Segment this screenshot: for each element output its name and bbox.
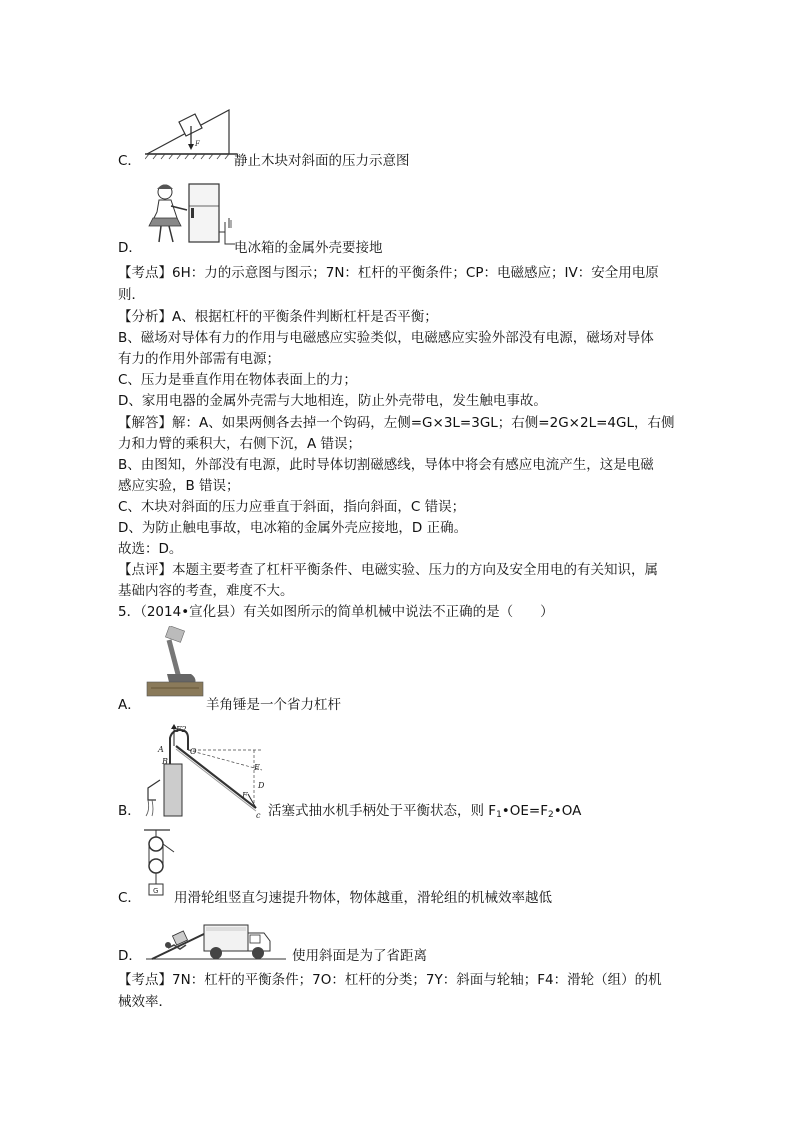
label-d: D [258, 781, 265, 790]
label-f2: F2 [176, 725, 187, 734]
claw-hammer-figure [145, 626, 205, 698]
pulley-weight-label: G [153, 887, 159, 895]
option-d2-letter: D． [118, 948, 142, 964]
option-c1-letter: C． [118, 153, 141, 169]
label-f: F [242, 791, 248, 800]
option-d1-letter: D． [118, 240, 142, 256]
option-b-sub2: 2 [548, 810, 554, 820]
label-o: O [190, 747, 197, 756]
kaodian-line-2: 则． [118, 287, 145, 303]
fenxi-line-2: B、磁场对导体有力的作用与电磁感应实验类似，电磁感应实验外部没有电源，磁场对导体 [118, 330, 654, 346]
fridge-grounding-figure [145, 182, 237, 248]
question-5-stem: 5．（2014•宣化县）有关如图所示的简单机械中说法不正确的是（ ） [118, 604, 554, 620]
kaodian-end-line-2: 械效率． [118, 994, 172, 1010]
option-a-letter: A． [118, 697, 141, 713]
incline-block-figure [145, 104, 237, 160]
kaodian-end-line-1: 【考点】7N：杠杆的平衡条件；7O：杠杆的分类；7Y：斜面与轮轴；F4：滑轮（组）的机 [118, 972, 662, 988]
truck-ramp-figure [146, 905, 286, 963]
option-b-text-post: •OA [553, 803, 582, 819]
fenxi-line-4: C、压力是垂直作用在物体表面上的力； [118, 372, 357, 388]
jieda-line-6: D、为防止触电事故，电冰箱的金属外壳应接地，D 正确。 [118, 520, 468, 536]
kaodian-line-1: 【考点】6H：力的示意图与图示；7N：杠杆的平衡条件；CP：电磁感应；IV：安全用电原 [118, 265, 659, 281]
option-a-text: 羊角锤是一个省力杠杆 [206, 697, 341, 713]
option-d1-text: 电冰箱的金属外壳要接地 [234, 240, 383, 256]
fenxi-line-5: D、家用电器的金属外壳需与大地相连，防止外壳带电，发生触电事故。 [118, 393, 547, 409]
jieda-line-3: B、由图知，外部没有电源，此时导体切割磁感线，导体中将会有感应电流产生，这是电磁 [118, 457, 654, 473]
jieda-line-5: C、木块对斜面的压力应垂直于斜面，指向斜面，C 错误； [118, 499, 466, 515]
option-b-text-pre: 活塞式抽水机手柄处于平衡状态，则 F [268, 803, 497, 819]
piston-pump-figure [144, 724, 268, 820]
option-b-text [268, 801, 581, 825]
label-a: A [158, 745, 164, 754]
force-f-label: F [195, 140, 200, 148]
dianping-line-2: 基础内容的考查，难度不大。 [118, 583, 294, 599]
option-b-letter: B． [118, 803, 141, 819]
option-c1-text: 静止木块对斜面的压力示意图 [234, 153, 410, 169]
fenxi-line-3: 有力的作用外部需有电源； [118, 351, 280, 367]
option-b-text-mid: •OE=F [501, 803, 548, 819]
jieda-line-2: 力和力臂的乘积大，右侧下沉，A 错误； [118, 436, 362, 452]
option-d2-text: 使用斜面是为了省距离 [292, 948, 427, 964]
fenxi-line-1: 【分析】A、根据杠杆的平衡条件判断杠杆是否平衡； [118, 309, 438, 325]
label-e: E [254, 763, 260, 772]
option-b-sub1: 1 [496, 810, 502, 820]
jieda-line-1: 【解答】解：A、如果两侧各去掉一个钩码，左侧=G×3L=3GL；右侧=2G×2L=4GL，右侧 [118, 415, 675, 431]
dianping-line-1: 【点评】本题主要考查了杠杆平衡条件、电磁实验、压力的方向及安全用电的有关知识，属 [118, 562, 658, 578]
label-b: B [162, 757, 168, 766]
option-c2-letter: C． [118, 890, 141, 906]
label-c: c [256, 811, 261, 820]
jieda-line-4: 感应实验，B 错误； [118, 478, 240, 494]
guxuan-line: 故选：D。 [118, 541, 183, 557]
option-c2-text: 用滑轮组竖直匀速提升物体，物体越重，滑轮组的机械效率越低 [174, 890, 552, 906]
